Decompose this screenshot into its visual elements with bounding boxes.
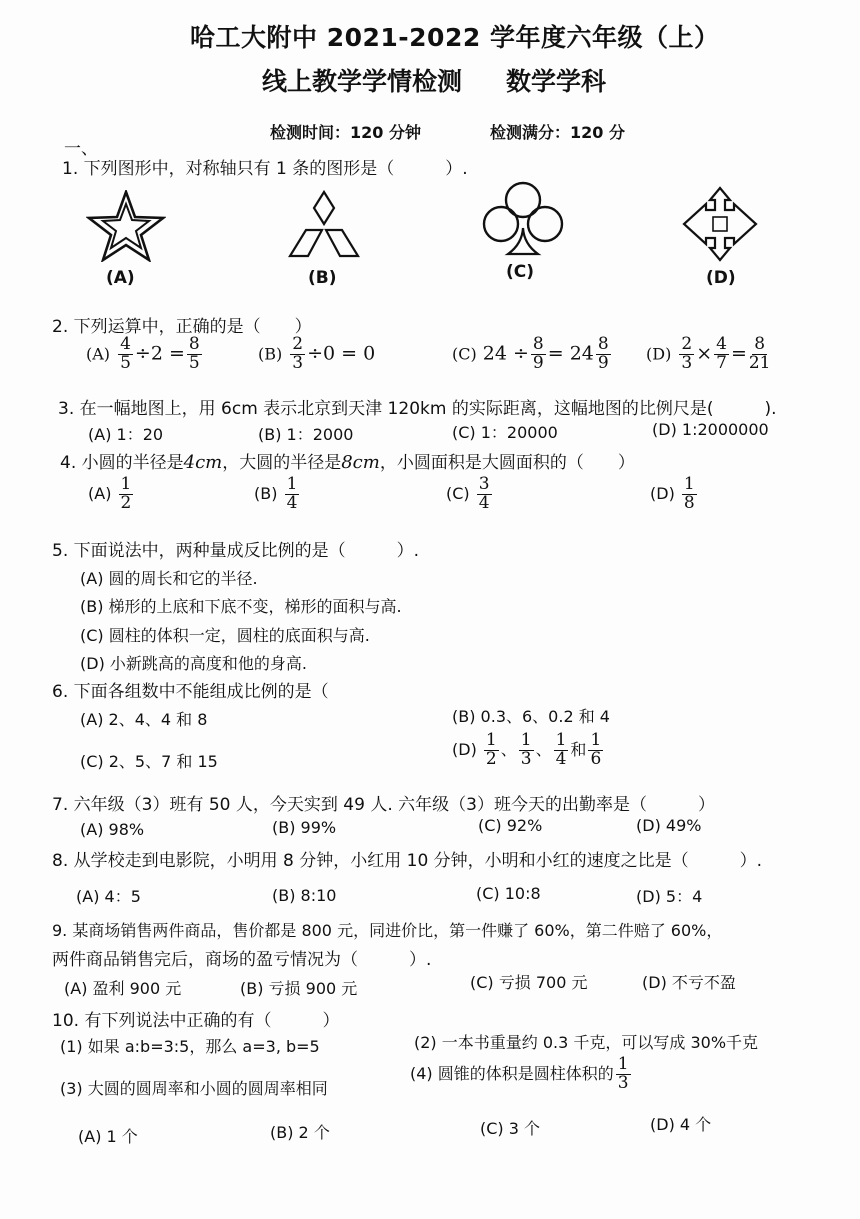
q4-option-a: (A) $\frac{1}{2}$ <box>88 474 132 513</box>
q3-option-b: (B) 1：2000 <box>258 425 354 444</box>
q2-a-label: (A) <box>86 344 111 364</box>
q4-option-b: (B) $\frac{1}{4}$ <box>254 474 298 513</box>
q10-statement-1: (1) 如果 a:b=3:5，那么 a=3, b=5 <box>60 1037 320 1056</box>
q7-stem: 7. 六年级（3）班有 50 人，今天实到 49 人. 六年级（3）班今天的出勤率是（ ） <box>52 795 715 815</box>
q1-option-d-label: (D) <box>706 268 736 288</box>
q9-stem-line2: 两件商品销售完后，商场的盈亏情况为（ ）. <box>52 950 432 970</box>
q10-statement-4: (4) 圆锥的体积是圆柱体积的 $\frac{1}{3}$ <box>410 1054 629 1093</box>
fraction: $\frac{1}{6}$ <box>590 730 602 769</box>
q4-small-radius: 4cm <box>183 452 223 473</box>
q2-c-label: (C) <box>452 344 477 364</box>
q7-option-b: (B) 99% <box>272 818 337 837</box>
q9-option-b: (B) 亏损 900 元 <box>240 979 358 998</box>
q6-option-b: (B) 0.3、6、0.2 和 4 <box>452 707 610 726</box>
q3-option-d: (D) 1:2000000 <box>652 420 769 439</box>
section-mark: 一、 <box>64 139 98 159</box>
exam-full-score: 检测满分：120 分 <box>490 123 625 142</box>
club-icon <box>478 180 568 260</box>
q8-option-d: (D) 5：4 <box>636 887 703 906</box>
q3-stem: 3. 在一幅地图上，用 6cm 表示北京到天津 120km 的实际距离，这幅地图的比例尺是( ). <box>58 399 777 419</box>
diamond-trio-icon <box>282 190 366 262</box>
q1-option-c-label: (C) <box>506 262 535 282</box>
fraction: $\frac{1}{8}$ <box>683 474 695 513</box>
fraction: $\frac{1}{4}$ <box>555 730 567 769</box>
q6-option-a: (A) 2、4、4 和 8 <box>80 710 208 729</box>
q2-option-d: (D) $\frac{2}{3}$ × $\frac{4}{7}$ = $\frac{8}{21}$ <box>646 334 771 373</box>
q2-b-label: (B) <box>258 344 283 364</box>
fraction: $\frac{1}{3}$ <box>617 1054 629 1093</box>
q6-option-d: (D) $\frac{1}{2}$ 、 $\frac{1}{3}$ 、 $\frac{1}{4}$ 和 $\frac{1}{6}$ <box>452 730 602 769</box>
fraction: $\frac{4}{5}$ <box>120 334 131 373</box>
exam-subtitle: 线上教学学情检测 <box>262 67 463 96</box>
q4-option-c: (C) $\frac{3}{4}$ <box>446 474 490 513</box>
q2-stem: 2. 下列运算中，正确的是（ ） <box>52 317 312 337</box>
q8-stem: 8. 从学校走到电影院，小明用 8 分钟，小红用 10 分钟，小明和小红的速度之比是（ ）. <box>52 851 763 871</box>
q8-option-a: (A) 4：5 <box>76 887 141 906</box>
q10-option-d: (D) 4 个 <box>650 1115 712 1134</box>
fraction: $\frac{8}{9}$ <box>597 334 609 373</box>
star-icon <box>86 190 166 262</box>
q2-option-b: (B) $\frac{2}{3}$ ÷0 = 0 <box>258 334 376 373</box>
exam-time: 检测时间：120 分钟 <box>270 123 421 142</box>
fraction: $\frac{1}{4}$ <box>286 474 298 513</box>
q7-option-a: (A) 98% <box>80 820 145 839</box>
q8-option-b: (B) 8:10 <box>272 886 337 905</box>
subject-title: 数学学科 <box>506 67 607 96</box>
q6-option-c: (C) 2、5、7 和 15 <box>80 752 218 771</box>
fraction: $\frac{8}{21}$ <box>748 334 771 373</box>
q3-option-c: (C) 1：20000 <box>452 423 558 442</box>
fraction: $\frac{8}{5}$ <box>188 334 200 373</box>
q2-option-a: (A) $\frac{4}{5}$ ÷2 = $\frac{8}{5}$ <box>86 334 200 373</box>
q8-option-c: (C) 10:8 <box>476 884 541 903</box>
q5-option-a: (A) 圆的周长和它的半径. <box>80 569 258 588</box>
q2-d-label: (D) <box>646 344 672 364</box>
q1-option-a-label: (A) <box>106 268 135 288</box>
q10-statement-3: (3) 大圆的圆周率和小圆的圆周率相同 <box>60 1079 328 1098</box>
q9-option-c: (C) 亏损 700 元 <box>470 973 588 992</box>
fraction: $\frac{1}{3}$ <box>520 730 532 769</box>
q1-stem: 1. 下列图形中，对称轴只有 1 条的图形是（ ）. <box>62 159 468 179</box>
q4-option-d: (D) $\frac{1}{8}$ <box>650 474 695 513</box>
q4-stem: 4. 小圆的半径是4cm，大圆的半径是8cm，小圆面积是大圆面积的（ ） <box>60 452 635 473</box>
q10-option-b: (B) 2 个 <box>270 1123 330 1142</box>
q9-stem-line1: 9. 某商场销售两件商品，售价都是 800 元，同进价比，第一件赚了 60%，第二件赔了 60%， <box>52 921 723 940</box>
q10-option-c: (C) 3 个 <box>480 1119 541 1138</box>
q10-stem: 10. 有下列说法中正确的有（ ） <box>52 1011 340 1031</box>
q9-option-d: (D) 不亏不盈 <box>642 973 736 992</box>
fraction: $\frac{3}{4}$ <box>478 474 490 513</box>
q10-statement-2: (2) 一本书重量约 0.3 千克，可以写成 30%千克 <box>414 1033 759 1052</box>
q5-stem: 5. 下面说法中，两种量成反比例的是（ ）. <box>52 541 420 561</box>
fraction: $\frac{1}{2}$ <box>485 730 497 769</box>
q4-large-radius: 8cm <box>341 452 380 473</box>
fraction: $\frac{8}{9}$ <box>532 334 544 373</box>
q1-option-b-label: (B) <box>308 268 337 288</box>
fraction: $\frac{1}{2}$ <box>120 474 132 513</box>
arrow-cross-icon <box>682 186 758 262</box>
fraction: $\frac{2}{3}$ <box>681 334 693 373</box>
q7-option-d: (D) 49% <box>636 816 702 835</box>
exam-title: 哈工大附中 2021-2022 学年度六年级（上） <box>190 23 720 52</box>
fraction: $\frac{2}{3}$ <box>292 334 304 373</box>
q6-stem: 6. 下面各组数中不能组成比例的是（ <box>52 682 329 702</box>
fraction: $\frac{4}{7}$ <box>716 334 727 373</box>
q2-option-c: (C) 24 ÷ $\frac{8}{9}$ = 24 $\frac{8}{9}$ <box>452 334 609 373</box>
q10-option-a: (A) 1 个 <box>78 1127 138 1146</box>
q5-option-b: (B) 梯形的上底和下底不变，梯形的面积与高. <box>80 597 402 616</box>
q7-option-c: (C) 92% <box>478 816 543 835</box>
q5-option-d: (D) 小新跳高的高度和他的身高. <box>80 654 307 673</box>
q9-option-a: (A) 盈利 900 元 <box>64 979 182 998</box>
q5-option-c: (C) 圆柱的体积一定，圆柱的底面积与高. <box>80 626 370 645</box>
q3-option-a: (A) 1：20 <box>88 425 164 444</box>
